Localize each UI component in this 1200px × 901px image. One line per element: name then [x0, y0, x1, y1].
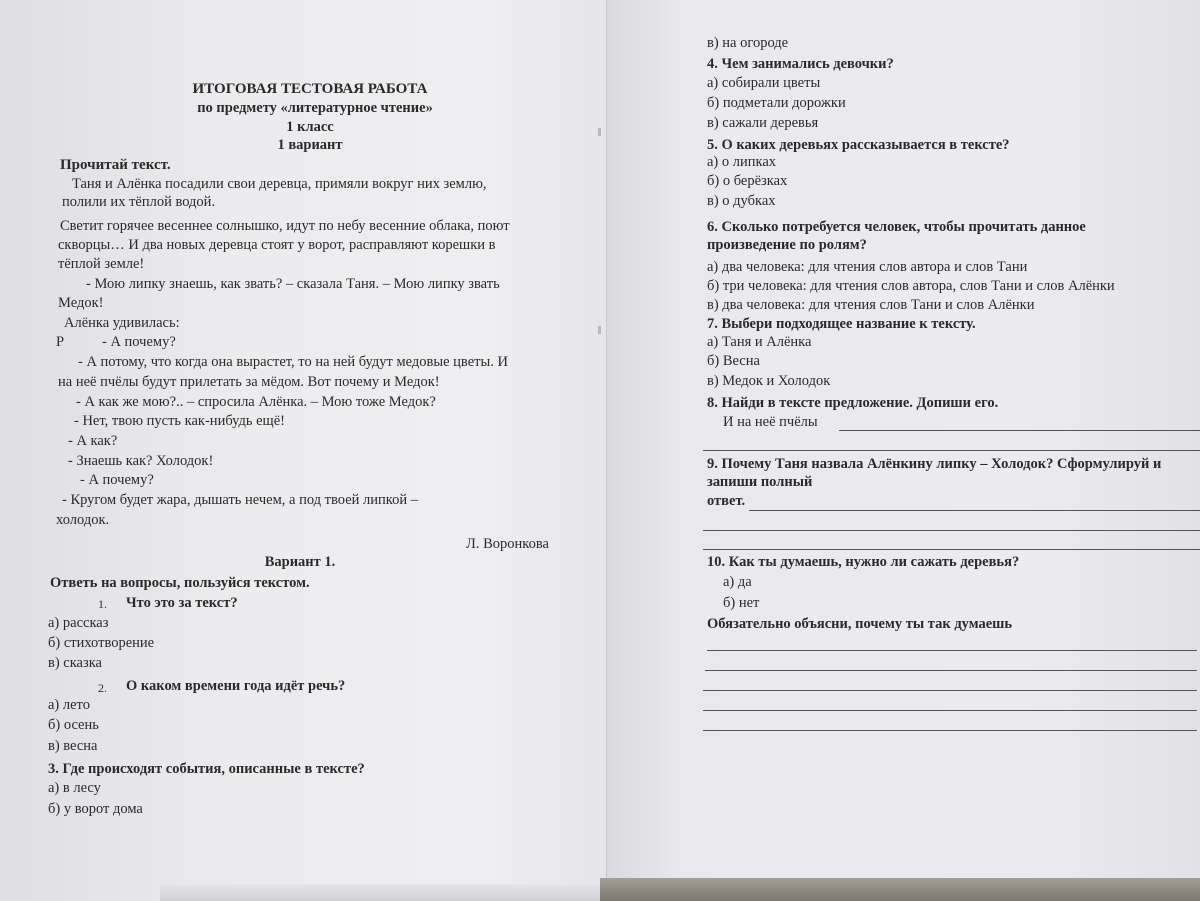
answer-option: а) Таня и Алёнка	[707, 334, 812, 350]
answer-option: б) стихотворение	[48, 635, 155, 651]
answer-option: б) осень	[48, 717, 99, 733]
story-line: Таня и Алёнка посадили свои деревца, примяли вокруг них землю,	[72, 176, 487, 192]
answer-option: б) три человека: для чтения слов автора, слов Тани и слов Алёнки	[707, 278, 1115, 294]
question-number: 1.	[98, 597, 107, 611]
story-line: холодок.	[56, 512, 110, 528]
question-7: 7. Выбери подходящее название к тексту.	[707, 316, 976, 332]
answer-option: а) собирали цветы	[707, 75, 821, 91]
explain-prompt: Обязательно объясни, почему ты так думаешь	[707, 616, 1013, 632]
answer-option: а) в лесу	[48, 780, 101, 796]
answer-option: в) Медок и Холодок	[707, 373, 831, 389]
question-10: 10. Как ты думаешь, нужно ли сажать деревья?	[707, 554, 1020, 570]
answer-line[interactable]	[703, 710, 1197, 711]
stray-letter: Р	[56, 334, 65, 350]
question-1: Что это за текст?	[126, 595, 238, 611]
story-line: - Знаешь как? Холодок!	[68, 453, 214, 469]
question-3: 3. Где происходят события, описанные в тексте?	[48, 761, 365, 777]
paper-mark	[598, 128, 601, 136]
test-subject: по предмету «литературное чтение»	[197, 100, 433, 116]
answer-option: а) о липках	[707, 154, 777, 170]
table-surface	[600, 878, 1200, 901]
answer-line[interactable]	[705, 670, 1197, 671]
question-number: 2.	[98, 681, 107, 695]
story-line: Медок!	[58, 295, 104, 311]
question-9-cont: запиши полный	[707, 474, 813, 490]
answer-option: б) нет	[723, 595, 760, 611]
story-line: - Кругом будет жара, дышать нечем, а под твоей липкой –	[62, 492, 418, 508]
story-line: Алёнка удивилась:	[64, 315, 180, 331]
story-line: - А почему?	[102, 334, 176, 350]
sentence-start: И на неё пчёлы	[723, 414, 818, 430]
answer-line[interactable]	[707, 650, 1197, 651]
story-line: - Мою липку знаешь, как звать? – сказала Таня. – Мою липку звать	[86, 276, 500, 292]
paper-mark	[598, 326, 601, 334]
instruction: Ответь на вопросы, пользуйся текстом.	[50, 575, 310, 591]
story-line: - А как же мою?.. – спросила Алёнка. – Мою тоже Медок?	[76, 394, 436, 410]
answer-option: б) Весна	[707, 353, 760, 369]
answer-option: в) два человека: для чтения слов Тани и слов Алёнки	[707, 297, 1035, 313]
story-line: скворцы… И два новых деревца стоят у ворот, расправляют корешки в	[58, 237, 496, 253]
answer-option: б) у ворот дома	[48, 801, 143, 817]
story-line: - А почему?	[80, 472, 154, 488]
answer-option: б) о берёзках	[707, 173, 788, 189]
answer-option: а) два человека: для чтения слов автора и слов Тани	[707, 259, 1028, 275]
question-5: 5. О каких деревьях рассказывается в тексте?	[707, 137, 1010, 153]
story-line: - А как?	[68, 433, 118, 449]
answer-option: в) на огороде	[707, 35, 789, 51]
author: Л. Воронкова	[466, 536, 549, 552]
answer-option: в) сажали деревья	[707, 115, 819, 131]
answer-label: ответ.	[707, 493, 746, 509]
variant-heading: Вариант 1.	[264, 554, 336, 570]
question-4: 4. Чем занимались девочки?	[707, 56, 894, 72]
paper-stack-edge	[160, 884, 600, 901]
right-page	[606, 0, 1200, 890]
test-title: ИТОГОВАЯ ТЕСТОВАЯ РАБОТА	[192, 81, 428, 97]
story-line: - А потому, что когда она вырастет, то на ней будут медовые цветы. И	[78, 354, 508, 370]
answer-line[interactable]	[703, 549, 1200, 550]
grade-label: 1 класс	[286, 119, 334, 135]
story-line: Светит горячее весеннее солнышко, идут по небу весенние облака, поют	[60, 218, 510, 234]
answer-line[interactable]	[703, 450, 1200, 451]
question-6-cont: произведение по ролям?	[707, 237, 867, 253]
answer-line[interactable]	[703, 730, 1197, 731]
answer-option: а) лето	[48, 697, 90, 713]
answer-line[interactable]	[703, 690, 1197, 691]
question-2: О каком времени года идёт речь?	[126, 678, 346, 694]
question-6: 6. Сколько потребуется человек, чтобы прочитать данное	[707, 219, 1086, 235]
answer-option: в) весна	[48, 738, 98, 754]
variant-label: 1 вариант	[277, 137, 343, 153]
answer-option: а) рассказ	[48, 615, 109, 631]
story-line: полили их тёплой водой.	[62, 194, 216, 210]
answer-line[interactable]	[749, 510, 1200, 511]
answer-option: в) сказка	[48, 655, 102, 671]
question-9: 9. Почему Таня назвала Алёнкину липку – Холодок? Сформулируй и	[707, 456, 1162, 472]
answer-option: а) да	[723, 574, 752, 590]
answer-option: б) подметали дорожки	[707, 95, 846, 111]
answer-line[interactable]	[839, 430, 1200, 431]
answer-line[interactable]	[703, 530, 1200, 531]
story-line: тёплой земле!	[58, 256, 145, 272]
read-prompt: Прочитай текст.	[60, 157, 171, 173]
answer-option: в) о дубках	[707, 193, 776, 209]
story-line: на неё пчёлы будут прилетать за мёдом. Вот почему и Медок!	[58, 374, 440, 390]
story-line: - Нет, твою пусть как-нибудь ещё!	[74, 413, 285, 429]
question-8: 8. Найди в тексте предложение. Допиши его.	[707, 395, 999, 411]
